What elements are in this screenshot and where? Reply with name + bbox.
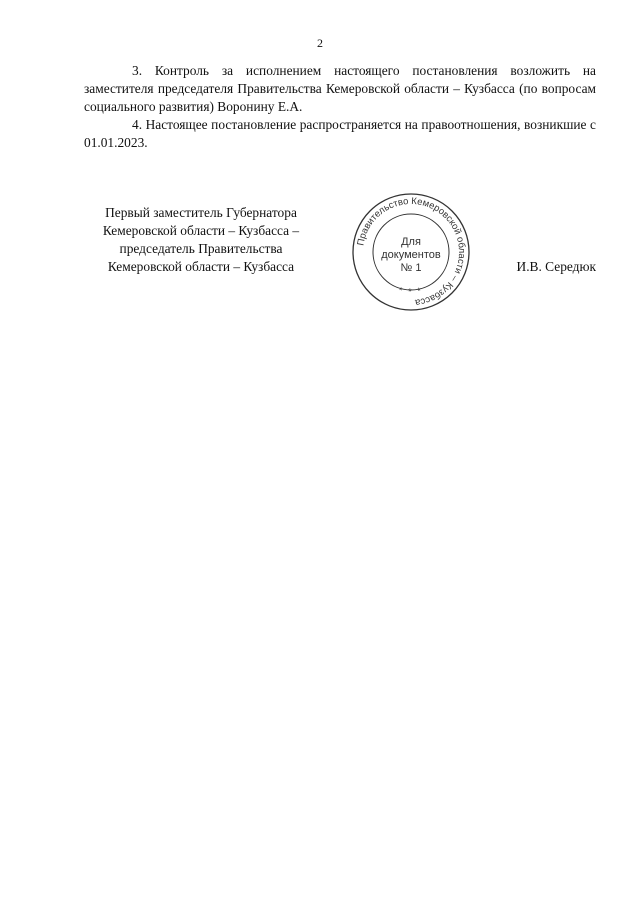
- seal-ring-text: Правительство Кемеровской области – Кузбасса: [355, 195, 468, 308]
- signer-title-line: председатель Правительства: [119, 241, 283, 256]
- page-number: 2: [317, 36, 323, 50]
- seal-center-line: № 1: [400, 262, 422, 274]
- signer-title-line: Кемеровской области – Кузбасса –: [102, 223, 300, 238]
- paragraph-3: 3. Контроль за исполнением настоящего постановления возложить на заместителя председателя Правительства Кемеровской области – Кузбасса (по вопросам социального развития) Воронину Е.А.: [84, 63, 596, 114]
- seal-ring-stars: * * *: [397, 285, 424, 297]
- signature-name: И.В. Середюк: [516, 259, 596, 274]
- official-seal: [346, 190, 476, 315]
- signer-title: [86, 204, 316, 276]
- seal-center-line: документов: [381, 249, 441, 261]
- seal-center-line: Для: [401, 236, 421, 248]
- paragraph-4: 4. Настоящее постановление распространяется на правоотношения, возникшие с 01.01.2023.: [84, 117, 596, 150]
- svg-text:* * *: [398, 285, 424, 296]
- document-body: [84, 62, 596, 152]
- signer-title-line: Первый заместитель Губернатора: [105, 205, 297, 220]
- signer-title-line: Кемеровской области – Кузбасса: [107, 259, 295, 274]
